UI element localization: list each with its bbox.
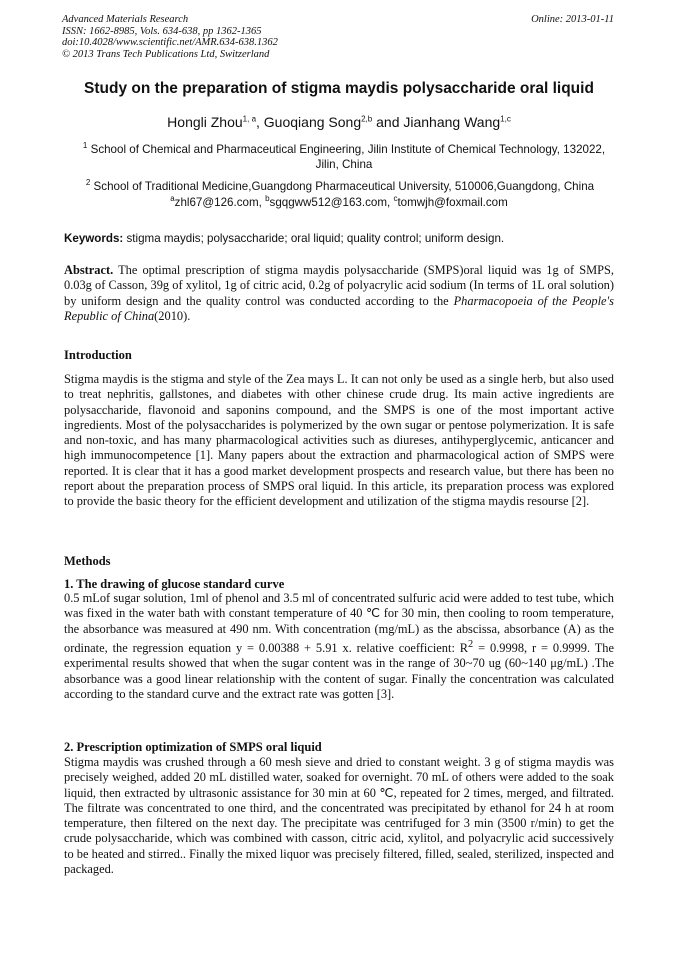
section-2-heading: 2. Prescription optimization of SMPS oral liquid: [64, 740, 322, 754]
email-sup: a: [170, 194, 175, 203]
abstract: [64, 263, 614, 324]
issn-line: ISSN: 1662-8985, Vols. 634-638, pp 1362-1365: [62, 25, 262, 37]
introduction-heading: Introduction: [64, 348, 132, 362]
affiliation-sup: 2: [85, 178, 91, 187]
section-1-text: = 0.9998, r = 0.9999. The experimental results showed that when the sugar content was in the range of 30~70 ug (60~140 μg/mL) .The absorbance was a good linear relationship with the content of sugar. Finally the concentration was calculated according to the standard curve and the extract rate was gotten [3].: [64, 641, 615, 701]
section-1-text: 0.5 mLof sugar solution, 1ml of phenol and 3.5 ml of concentrated sulfuric acid were added to test tube, which was fixed in the water bath with constant temperature of 40 ℃ for 30 min, then cooling to room temperature, the absorbance was measured at 490 nm. With concentration (mg/mL) as the abscissa, absorbance (A) as the ordinate, the regression equation y = 0.00388 + 5.91 x. relative coefficient: R: [64, 591, 614, 656]
keywords: [64, 232, 624, 245]
abstract-text: The optimal prescription of stigma maydis polysaccharide (SMPS)oral liquid was 1g of SMPS, 0.03g of Casson, 39g of xylitol, 1g of citric acid, 0.2g of polyacrylic acid sodium (In terms of 1L oral solution) by uniform design and the quality control was conducted according to the: [64, 263, 614, 308]
email-link[interactable]: tomwjh@foxmail.com: [397, 195, 508, 209]
copyright-line: © 2013 Trans Tech Publications Ltd, Switzerland: [62, 48, 270, 60]
email-link[interactable]: sgqgww512@163.com,: [269, 195, 394, 209]
affiliation-2: [60, 175, 620, 194]
abstract-tail: (2010).: [154, 308, 191, 323]
author-list: [30, 114, 648, 130]
author-sup: 1,c: [500, 114, 511, 124]
abstract-italic: Pharmacopoeia of the People's Republic of China: [64, 293, 614, 323]
r-squared-sup: 2: [468, 638, 474, 650]
section-2-paragraph: Stigma maydis was crushed through a 60 mesh sieve and dried to constant weight. 3 g of stigma maydis was precisely weighed, added 20 mL distilled water, soaked for overnight. 70 mL of others were added to the soak liquid, then extracted by ultrasonic assistance for 30 min at 60 ℃, repeated for 2 times, merged, and filtrated. The filtrate was concentrated to one third, and the concentrated was precipitated by ethanol for 24 h at room temperature, then filtered on the next day. The precipitate was centrifuged for 3 min (3500 r/min) to get the crude polysaccharide, which was combined with casson, citric acid, xylitol, and polyacrylic acid successively to be heated and stirred.. Finally the mixed liquor was precisely filtered, filled, sealed, sterilized, inspected and packaged.: [64, 755, 614, 877]
abstract-label: Abstract.: [64, 263, 114, 277]
author-name: Jianhang Wang: [403, 114, 501, 130]
author-name: Hongli Zhou: [167, 114, 243, 130]
section-1-paragraph: [64, 591, 614, 702]
affiliation-1: [70, 138, 618, 172]
paper-title: Study on the preparation of stigma maydis polysaccharide oral liquid: [84, 80, 594, 97]
affiliation-text: School of Chemical and Pharmaceutical Engineering, Jilin Institute of Chemical Technology, 132022, Jilin, China: [87, 142, 606, 171]
section-1-heading: 1. The drawing of glucose standard curve: [64, 577, 285, 591]
doi-line: doi:10.4028/www.scientific.net/AMR.634-638.1362: [62, 37, 278, 48]
methods-heading: Methods: [64, 554, 111, 568]
email-link[interactable]: zhl67@126.com,: [174, 195, 266, 209]
email-sup: c: [393, 194, 398, 203]
affiliation-text: School of Traditional Medicine,Guangdong Pharmaceutical University, 510006,Guangdong, China: [90, 179, 595, 193]
author-separator: and: [372, 114, 404, 130]
author-separator: ,: [256, 114, 264, 130]
email-sup: b: [265, 194, 270, 203]
author-name: Guoqiang Song: [263, 114, 362, 130]
author-sup: 2,b: [361, 114, 373, 124]
keywords-label: Keywords:: [64, 232, 124, 245]
online-date: Online: 2013-01-11: [531, 14, 614, 25]
introduction-paragraph: Stigma maydis is the stigma and style of the Zea mays L. It can not only be used as a single herb, but also used to treat nephritis, gallstones, and diabetes with other chinese crude drug. Its main active ingredients are polysaccharide, flavonoid and saponins compound, and the SMPS is one of the most important active ingredients. Most of the polysaccharides is polymerized by the own sugar or pentose polymerization. It is safe and non-toxic, and has many pharmacological activities such as diureses, antihyperglycemic, anticancer and high immunocompetence [1]. Many papers about the extraction and pharmacological action of SMPS were reported. It is clear that it has a good market development prospects and research value, but there has been no report about the preparation process of SMPS oral liquid. In this article, its preparation process was explored to provide the basic theory for the efficient development and utilization of the stigma maydis resourse [2].: [64, 372, 614, 509]
keywords-text: stigma maydis; polysaccharide; oral liquid; quality control; uniform design.: [123, 232, 505, 245]
author-emails: [30, 194, 648, 209]
affiliation-sup: 1: [82, 141, 88, 150]
author-sup: 1, a: [242, 114, 257, 124]
journal-name: Advanced Materials Research: [62, 14, 189, 25]
journal-header: [62, 14, 278, 60]
